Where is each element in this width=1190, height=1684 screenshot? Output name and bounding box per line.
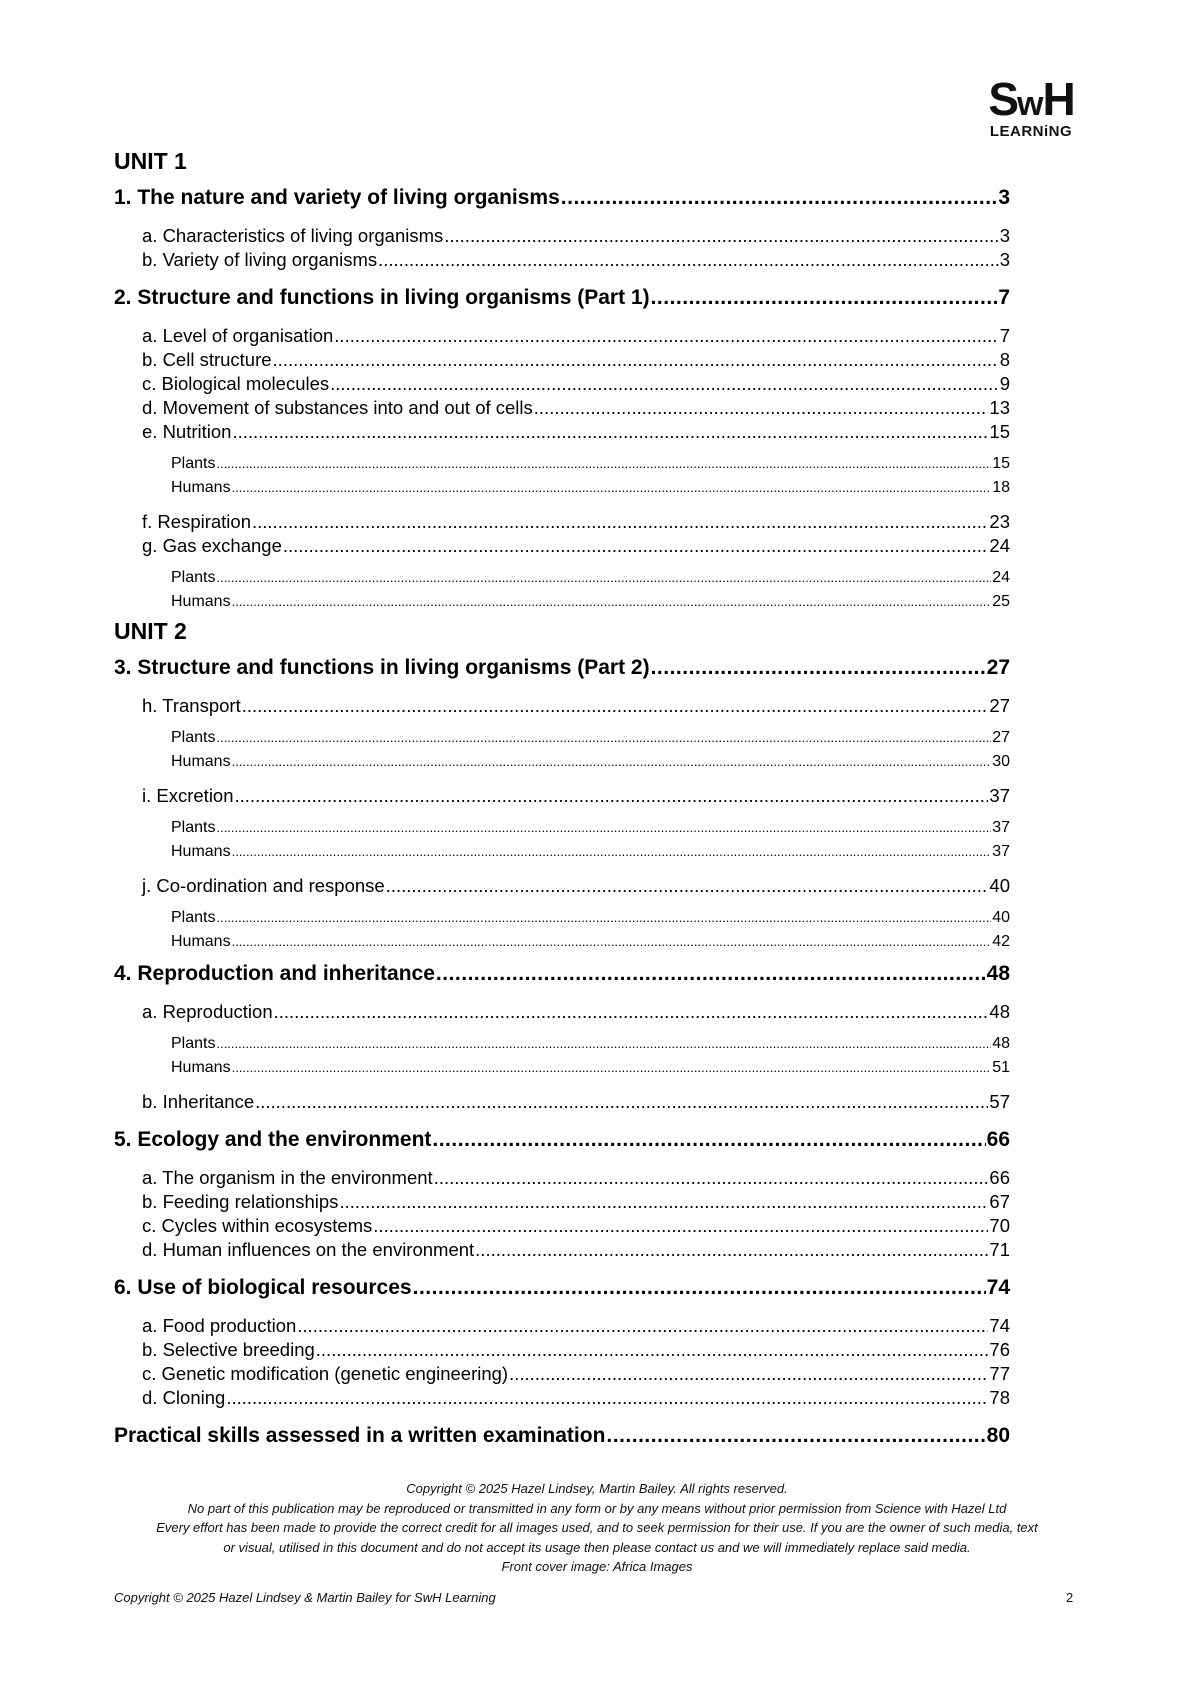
toc-spacer (114, 500, 1010, 510)
dot-leader (232, 840, 992, 864)
toc-spacer (114, 774, 1010, 784)
toc-entry-title: d. Human influences on the environment (142, 1239, 475, 1260)
dot-leader (434, 1166, 989, 1190)
toc-page-number: 40 (989, 875, 1010, 896)
toc-entry-title: Plants (171, 909, 216, 926)
notice-line: or visual, utilised in this document and do not accept its usage then please contact us and we will immediately replace said media. (223, 1539, 971, 1555)
toc-entry-title: Plants (171, 455, 216, 472)
dot-leader (334, 324, 998, 348)
toc-spacer (114, 718, 1010, 726)
notice-line: Copyright © 2025 Hazel Lindsey, Martin Bailey. All rights reserved. (406, 1481, 788, 1496)
toc-entry-title: Humans (171, 1059, 231, 1076)
toc-sub-row (114, 816, 1010, 840)
notice-line: Every effort has been made to provide the correct credit for all images used, and to seek permission for their use. If you are the owner of such media, text (156, 1520, 1038, 1536)
toc-page-number: 57 (989, 1091, 1010, 1112)
toc-sub-row (114, 906, 1010, 930)
toc-chapter-row (114, 1120, 1010, 1160)
toc-page-number: 23 (989, 511, 1010, 532)
dot-leader (561, 178, 998, 218)
toc-sub-row (114, 930, 1010, 954)
toc-page-number: 37 (992, 843, 1010, 860)
dot-leader (444, 224, 998, 248)
dot-leader (235, 784, 989, 808)
footer-copyright: Copyright © 2025 Hazel Lindsey & Martin Bailey for SwH Learning (114, 1590, 496, 1605)
toc-entry-title: Humans (171, 933, 231, 950)
toc-spacer (114, 808, 1010, 816)
toc-section-row (114, 1386, 1010, 1410)
toc-entry-title: b. Feeding relationships (142, 1191, 339, 1212)
toc-entry-title: UNIT 1 (114, 148, 187, 174)
toc-sub-row (114, 1056, 1010, 1080)
dot-leader (226, 1386, 988, 1410)
dot-leader (232, 420, 988, 444)
toc-entry-title: Plants (171, 569, 216, 586)
toc-spacer (114, 864, 1010, 874)
toc-section-row (114, 348, 1010, 372)
toc-page-number: 15 (992, 455, 1010, 472)
toc-sub-row (114, 566, 1010, 590)
toc-section-row (114, 1238, 1010, 1262)
toc-entry-title: j. Co-ordination and response (142, 875, 385, 896)
toc-entry-title: Practical skills assessed in a written examination (114, 1424, 606, 1447)
toc-entry-title: 5. Ecology and the environment (114, 1128, 432, 1151)
dot-leader (606, 1416, 985, 1456)
toc-entry-title: a. Reproduction (142, 1001, 273, 1022)
toc-entry-title: c. Genetic modification (genetic engineering) (142, 1363, 509, 1384)
page-number: 2 (1066, 1590, 1074, 1605)
toc-sub-row (114, 726, 1010, 750)
toc-page-number: 71 (989, 1239, 1010, 1260)
dot-leader (475, 1238, 988, 1262)
toc-entry-title: b. Inheritance (142, 1091, 255, 1112)
toc-section-row (114, 534, 1010, 558)
toc-entry-title: Plants (171, 1035, 216, 1052)
dot-leader (436, 954, 986, 994)
toc-section-row (114, 324, 1010, 348)
toc-entry-title: d. Movement of substances into and out of cells (142, 397, 533, 418)
toc-page-number: 3 (999, 249, 1010, 270)
toc-section-row (114, 874, 1010, 898)
toc-entry-title: a. The organism in the environment (142, 1167, 433, 1188)
dot-leader (232, 930, 992, 954)
toc-chapter-row (114, 1416, 1010, 1456)
dot-leader (651, 278, 998, 318)
toc-section-row (114, 1190, 1010, 1214)
toc-section-row (114, 1000, 1010, 1024)
toc-section-row (114, 1314, 1010, 1338)
toc-entry-title: c. Cycles within ecosystems (142, 1215, 373, 1236)
toc-entry-title: h. Transport (142, 695, 241, 716)
toc-page-number: 67 (989, 1191, 1010, 1212)
toc-page-number: 40 (992, 909, 1010, 926)
toc-page-number: 48 (986, 962, 1010, 985)
toc-page-number: 13 (989, 397, 1010, 418)
toc-sub-row (114, 750, 1010, 774)
dot-leader (232, 476, 992, 500)
dot-leader (534, 396, 989, 420)
toc-section-row (114, 224, 1010, 248)
copyright-notice (114, 1479, 1080, 1577)
dot-leader (378, 248, 999, 272)
toc-page-number: 27 (989, 695, 1010, 716)
toc-section-row (114, 784, 1010, 808)
toc-entry-title: f. Respiration (142, 511, 251, 532)
dot-leader (216, 816, 991, 840)
toc-page-number: 66 (989, 1167, 1010, 1188)
dot-leader (274, 1000, 989, 1024)
toc-section-row (114, 396, 1010, 420)
toc-spacer (114, 898, 1010, 906)
toc-page-number: 42 (992, 933, 1010, 950)
toc-unit-row (114, 144, 1010, 178)
toc-page-number: 25 (992, 593, 1010, 610)
toc-entry-title: UNIT 2 (114, 618, 187, 644)
toc-section-row (114, 420, 1010, 444)
notice-line: Front cover image: Africa Images (501, 1559, 693, 1575)
toc-page-number: 30 (992, 753, 1010, 770)
toc-entry-title: 3. Structure and functions in living organisms (Part 2) (114, 656, 650, 679)
toc-entry-title: b. Variety of living organisms (142, 249, 378, 270)
toc-entry-title: Humans (171, 479, 231, 496)
toc-entry-title: Plants (171, 729, 216, 746)
dot-leader (330, 372, 999, 396)
dot-leader (413, 1268, 986, 1308)
dot-leader (316, 1338, 989, 1362)
toc-page-number: 78 (989, 1387, 1010, 1408)
toc-page-number: 18 (992, 479, 1010, 496)
dot-leader (651, 648, 986, 688)
toc-entry-title: 6. Use of biological resources (114, 1276, 412, 1299)
toc-chapter-row (114, 954, 1010, 994)
dot-leader (216, 452, 991, 476)
toc-spacer (114, 1024, 1010, 1032)
toc-page-number: 37 (989, 785, 1010, 806)
toc-page-number: 15 (989, 421, 1010, 442)
toc-section-row (114, 510, 1010, 534)
toc-spacer (114, 558, 1010, 566)
toc-entry-title: a. Characteristics of living organisms (142, 225, 444, 246)
toc-entry-title: a. Food production (142, 1315, 297, 1336)
toc-page-number: 76 (989, 1339, 1010, 1360)
toc-entry-title: e. Nutrition (142, 421, 232, 442)
toc-entry-title: 4. Reproduction and inheritance (114, 962, 435, 985)
toc-sub-row (114, 1032, 1010, 1056)
toc-page-number: 7 (998, 286, 1010, 309)
dot-leader (386, 874, 989, 898)
toc-entry-title: c. Biological molecules (142, 373, 330, 394)
toc-entry-title: g. Gas exchange (142, 535, 282, 556)
toc-entry-title: b. Selective breeding (142, 1339, 315, 1360)
toc-sub-row (114, 452, 1010, 476)
toc-section-row (114, 1090, 1010, 1114)
notice-line: No part of this publication may be reproduced or transmitted in any form or by any means without prior permission from Science with Hazel Ltd (187, 1500, 1007, 1516)
toc-entry-title: Humans (171, 593, 231, 610)
toc-section-row (114, 1166, 1010, 1190)
toc-entry-title: a. Level of organisation (142, 325, 334, 346)
toc-unit-row (114, 614, 1010, 648)
toc-sub-row (114, 590, 1010, 614)
toc-page-number: 8 (999, 349, 1010, 370)
toc-entry-title: 1. The nature and variety of living organisms (114, 186, 560, 209)
dot-leader (252, 510, 988, 534)
toc-page-number: 66 (986, 1128, 1010, 1151)
dot-leader (216, 1032, 991, 1056)
table-of-contents (114, 144, 1010, 1456)
toc-page-number: 77 (989, 1363, 1010, 1384)
toc-page-number: 37 (992, 819, 1010, 836)
toc-sub-row (114, 840, 1010, 864)
dot-leader (283, 534, 989, 558)
dot-leader (255, 1090, 988, 1114)
toc-section-row (114, 372, 1010, 396)
toc-section-row (114, 1362, 1010, 1386)
dot-leader (232, 750, 992, 774)
dot-leader (297, 1314, 988, 1338)
toc-page-number: 48 (989, 1001, 1010, 1022)
toc-section-row (114, 1338, 1010, 1362)
toc-entry-title: d. Cloning (142, 1387, 226, 1408)
dot-leader (273, 348, 999, 372)
toc-page-number: 51 (992, 1059, 1010, 1076)
logo-subtitle: LEARNiNG (989, 123, 1073, 140)
dot-leader (232, 590, 992, 614)
toc-entry-title: i. Excretion (142, 785, 234, 806)
toc-page-number: 80 (986, 1424, 1010, 1447)
dot-leader (216, 566, 991, 590)
toc-entry-title: Humans (171, 753, 231, 770)
toc-page-number: 24 (989, 535, 1010, 556)
dot-leader (432, 1120, 985, 1160)
toc-entry-title: Plants (171, 819, 216, 836)
toc-sub-row (114, 476, 1010, 500)
toc-page-number: 7 (999, 325, 1010, 346)
toc-chapter-row (114, 178, 1010, 218)
toc-page-number: 74 (989, 1315, 1010, 1336)
logo-wordmark: SwH (988, 73, 1074, 125)
dot-leader (216, 726, 991, 750)
toc-page-number: 3 (998, 186, 1010, 209)
dot-leader (216, 906, 991, 930)
toc-page-number: 27 (986, 656, 1010, 679)
toc-entry-title: 2. Structure and functions in living organisms (Part 1) (114, 286, 650, 309)
toc-page-number: 70 (989, 1215, 1010, 1236)
dot-leader (242, 694, 989, 718)
dot-leader (232, 1056, 992, 1080)
toc-entry-title: Humans (171, 843, 231, 860)
toc-chapter-row (114, 648, 1010, 688)
toc-section-row (114, 248, 1010, 272)
toc-page-number: 74 (986, 1276, 1010, 1299)
swh-learning-logo (976, 73, 1086, 140)
dot-leader (509, 1362, 988, 1386)
toc-chapter-row (114, 1268, 1010, 1308)
dot-leader (339, 1190, 988, 1214)
dot-leader (373, 1214, 988, 1238)
toc-spacer (114, 444, 1010, 452)
toc-page-number: 9 (999, 373, 1010, 394)
toc-section-row (114, 1214, 1010, 1238)
toc-section-row (114, 694, 1010, 718)
toc-page-number: 48 (992, 1035, 1010, 1052)
toc-chapter-row (114, 278, 1010, 318)
toc-page-number: 24 (992, 569, 1010, 586)
toc-page-number: 27 (992, 729, 1010, 746)
toc-page-number: 3 (999, 225, 1010, 246)
toc-entry-title: b. Cell structure (142, 349, 272, 370)
toc-spacer (114, 1080, 1010, 1090)
